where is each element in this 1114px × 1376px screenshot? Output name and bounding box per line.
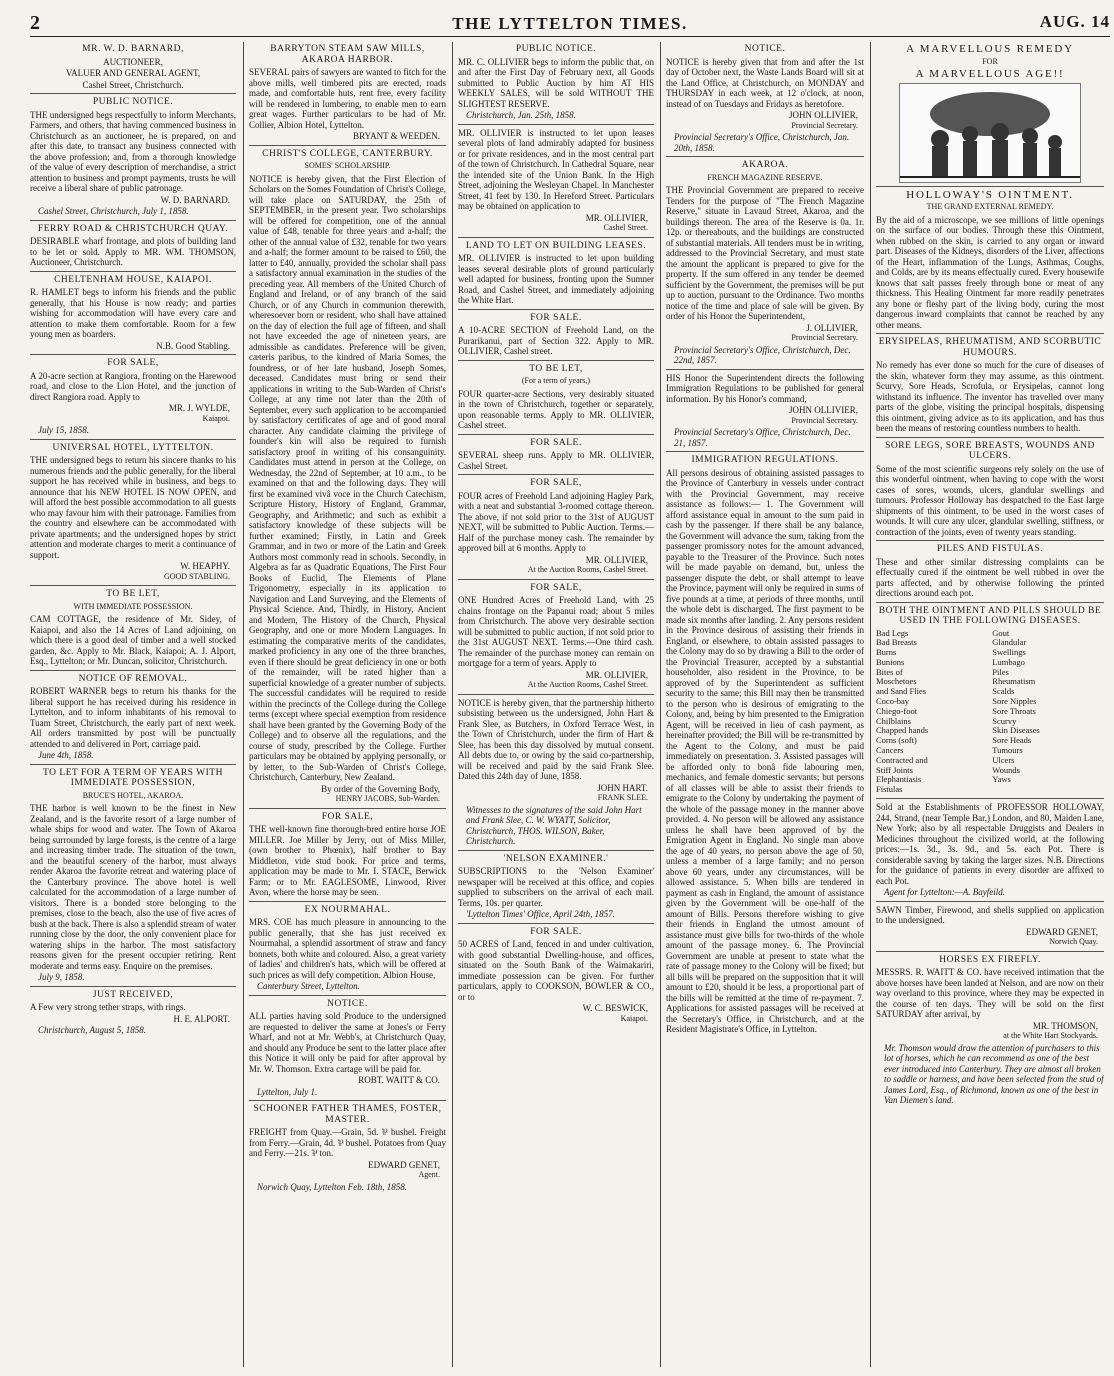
ad-separator <box>458 434 654 435</box>
ad-dateline: Christchurch, Jan. 25th, 1858. <box>466 110 576 120</box>
ad-heading: SORE LEGS, SORE BREASTS, WOUNDS AND ULCERS. <box>885 440 1095 461</box>
ad-signature: MR. OLLIVIER, <box>585 212 648 223</box>
disease-item: Elephantiasis <box>876 774 922 785</box>
disease-item: Corns (soft) <box>876 735 917 746</box>
ad-heading: HORSES EX FIREFLY. <box>939 954 1041 965</box>
ad-separator <box>30 670 236 671</box>
ad-separator <box>458 850 654 851</box>
advertisement <box>666 160 864 366</box>
ad-separator <box>876 798 1104 799</box>
advertisement <box>249 999 446 1098</box>
ad-heading: HOLLOWAY'S OINTMENT. <box>906 188 1074 201</box>
ad-signature: W. HEAPHY. <box>180 561 230 571</box>
advertisement <box>876 190 1104 331</box>
ad-body-text: A Few very strong tether straps, with rings. <box>30 1002 186 1012</box>
ad-signature-line: HENRY JACOBS, Sub-Warden. <box>335 794 440 803</box>
ad-signature-line: Agent. <box>418 1170 440 1179</box>
advertisement <box>458 128 654 234</box>
disease-item: Sore Nipples <box>992 696 1037 707</box>
ad-dateline: Agent for Lyttelton:—A. Bayfeild. <box>884 887 1005 898</box>
ad-separator <box>30 764 236 765</box>
ad-body-text: 50 ACRES of Land, fenced in and under cultivation, with good substantial Dwelling-house, and offices, situated on the South Bank of the Waimakariri, immediate possession can be given. For further particulars, apply to COOKSON, BOWLER & CO., or to <box>458 939 654 1002</box>
ad-heading: FOR SALE, <box>530 582 582 593</box>
ad-separator <box>249 995 446 996</box>
ad-signature-line: Kaiapoi. <box>620 1013 648 1023</box>
ad-separator <box>30 271 236 272</box>
ad-signature: W. D. BARNARD. <box>160 194 230 205</box>
ad-signature-line: at the White Hart Stockyards. <box>1003 1031 1098 1041</box>
ad-dateline: Provincial Secretary's Office, Christchurch, Dec. 22nd, 1857. <box>674 344 851 365</box>
advertisement <box>666 455 864 1035</box>
advertisement <box>458 478 654 576</box>
ad-body-text: FOUR acres of Freehold Land adjoining Hagley Park, with a neat and substantial 3-roomed cottage thereon. The above, if not sold prior to the 31st of AUGUST NEXT, will be submitted to Public Auction. Terms.—Half of the purchase money cash. The remainder by approved bill at 6 months. Apply to <box>458 490 654 553</box>
ad-signature: W. C. BESWICK, <box>582 1003 648 1013</box>
ad-signature-line: At the Auction Rooms, Cashel Street. <box>527 565 648 574</box>
ad-heading: BARRYTON STEAM SAW MILLS, AKAROA HARBOR. <box>270 44 425 65</box>
disease-item: Tumours <box>992 745 1023 756</box>
ad-body-text: SEVERAL pairs of sawyers are wanted to fitch for the above mills, well timbered pits are erected, roads made, and comfortable huts, rent free, every facility will be rendered in lumbering, to enable men to earn great wages. Further particulars to be had of Mr. Collier, Albion Hotel, Lyttelton. <box>249 67 446 130</box>
ad-separator <box>458 474 654 475</box>
disease-item: Chilblains <box>876 715 911 726</box>
ad-body-text: THE well-known fine thorough-bred entire horse JOE MILLER. Joe Miller by Jerry, out of Miss Miller, (own brother to Phœnix), half brother to Bay Middleton, vide stud book. For price and terms, application may be made to Mr. I. STACE, Berwick Farm; or to Mr. EAGLESOME, Linwood, River Avon, where the horse may be seen. <box>249 824 446 897</box>
ad-body-text: MR. C. OLLIVIER begs to inform the public that, on and after the First Day of February next, all Goods submitted to Public Auction by him AT HIS WEEKLY SALES, will be sold WITHOUT THE SLIGHTEST RESERVE. <box>458 56 654 109</box>
ad-signature: EDWARD GENET, <box>1026 926 1098 937</box>
ad-separator <box>30 585 236 586</box>
advertisement <box>876 544 1104 599</box>
ad-signature: MR. THOMSON, <box>1032 1020 1098 1031</box>
ad-body-text: All persons desirous of obtaining assisted passages to the Province of Canterbury in vessels under contract with the Provincial Government, may receive assistance as follows:— 1. The Government will afford assistance equal in amount to the sum paid in cash by the passenger. If there shall be any balance, the Government will advance the sum, taking from the passenger promissory notes for the amount advanced, payable to the Treasurer of the Province. Such notes will be made payable on demand, but, unless the passenger dispute the debt, or shall attempt to leave the Province, payment will only be required in sums of five pounds at a time, at periods of three months, until the whole debt is discharged. The first payment to be made six months after landing. 2. Any persons resident in the Province desirous of assisting their friends in England, or elsewhere, to obtain assisted passages to the Colony may do so by drawing a Bill to the order of the Provincial Treasurer, accepted by a substantial householder, also resident in the Province, to be approved of by the Superintendent as sufficient security to the same; this Bill may then be transmitted to the person who is desirous of emigrating to the Colony, and, being by him presented to the Emigration Agent, will be received in lieu of cash payment, as hereinafter provided; the Bill will be re-transmitted by the Agent to the Colony, and must be paid immediately on presentation. 3. Assisted passages will be afforded only to bonâ fide labouring men, mechanics, and female domestic servants; but persons of all classes will be able to assist their friends to emigrate to the Colony by undertaking the payment of the whole of the passage money in the manner above provided. 4. No person will be allowed any assistance unless he shall have been approved of by the Emigration Agent in England. No single man above the age of 40 years, no person above the age of 50, unless a member of a large family; and no person above 60 years, under any circumstances, will be allowed assistance. 5. When bills are tendered in payment as cash in England, the amount of assistance given by the Government will be one-half of the amount of Bills. Persons therefore wishing to give their friends in England the utmost amount of assistance must give bills for two-thirds of the whole amount of the passage money. 6. The Provincial Government are unable at present to state what the rate of passage money to the Colony will be fixed; but all bills will be prepared on the supposition that it will amount to £20, should it be less, a proportional part of the bills will be remitted at the time of re-payment. 7. Applications for assisted passages will be received at the Secretary's Office, in Christchurch, and at the Resident Magistrate's Office, in Lyttelton. <box>666 467 864 1034</box>
disease-item: Bites of Moschetoes and Sand Flies <box>876 666 927 697</box>
ad-signature: JOHN HART. <box>597 782 648 793</box>
ad-separator <box>30 93 236 94</box>
ad-signature-line: GOOD STABLING. <box>163 571 230 581</box>
ad-body-text: SUBSCRIPTIONS to the 'Nelson Examiner' newspaper will be received at this office, and copies supplied to subscribers on the arrival of each mail. Terms, 10s. per quarter. <box>458 866 654 908</box>
ad-signature: MR. OLLIVIER, <box>585 669 648 680</box>
advertisement <box>876 337 1104 434</box>
ad-heading: FOR SALE, <box>321 811 374 822</box>
ad-separator <box>458 923 654 924</box>
ad-separator <box>249 145 446 146</box>
ad-heading: UNIVERSAL HOTEL, LYTTELTON. <box>52 442 214 453</box>
ad-body-text: MR. OLLIVIER is instructed to let upon building leases several desirable plots of ground particularly well adapted for business, fronting upon the Sumner Road, and Cashel Street, and immediately adjoining the White Hart. <box>458 253 654 305</box>
column-3 <box>458 42 654 1370</box>
ad-signature: MR. OLLIVIER, <box>585 554 648 565</box>
column-2 <box>249 42 446 1370</box>
ad-heading: NOTICE. <box>744 44 786 54</box>
ad-heading: PILES AND FISTULAS. <box>936 544 1044 554</box>
ad-body-text: These and other similar distressing complaints can be effectually cured if the ointment be well rubbed in over the parts affected, and by otherwise following the printed directions around each pot. <box>876 556 1104 598</box>
ad-dateline: Norwich Quay, Lyttelton Feb. 18th, 1858. <box>257 1181 407 1192</box>
ad-separator <box>876 901 1104 902</box>
disease-item: Piles <box>992 666 1009 677</box>
ad-separator <box>876 333 1104 334</box>
ad-heading: TO BE LET, <box>106 589 160 599</box>
advertisement <box>458 698 654 847</box>
advertisement <box>249 149 446 805</box>
ad-body-text: THE undersigned begs respectfully to inform Merchants, Farmers, and others, that having commenced business in Christchurch as an auctioneer, he is prepared, on and after this date, to transact any business connected with the above profession; and, from a thorough knowledge of the value of every description of merchandise, a strict attention to business and prompt payments, trusts he will receive a liberal share of public patronage. <box>30 109 236 193</box>
ad-heading: TO LET FOR A TERM OF YEARS WITH IMMEDIATE POSSESSION, <box>43 767 223 788</box>
disease-item: Sore Throats <box>992 705 1036 716</box>
ad-body-text: THE undersigned begs to return his sincere thanks to his numerous friends and the public generally, for the liberal support he has received while in business, and begs to announce that his NEW HOTEL IS NOW OPEN, and will afford the best possible accommodation to all guests who may favour him with their patronage. Families from the country and elsewhere can be accommodated with private apartments; and the undersigned hopes by strict attention and moderate charges to merit a continuance of support. <box>30 455 236 560</box>
ad-heading: 'NELSON EXAMINER.' <box>503 853 609 864</box>
ad-heading: PUBLIC NOTICE. <box>92 97 174 107</box>
advertisement <box>30 589 236 667</box>
ad-dateline: Lyttelton, July 1. <box>257 1086 318 1097</box>
advertisement <box>458 44 654 121</box>
ad-dateline: Mr. Thomson would draw the attention of purchasers to this lot of horses, which he can recommend as one of the best ever introduced into Canterbury. They are almost all broken to saddle or harness, and have been selected from the stud of James Lord, Esq., of Richmond, known as one of the best in Van Diemen's land. <box>884 1042 1104 1106</box>
ad-body-text: MRS. COE has much pleasure in announcing to the public generally, that she has just received ex Nourmahal, a splendid assortment of straw and fancy bonnets, both white and coloured. Also, a great variety of ladies' and children's hats, which will be offered at such prices as will defy competition. Albion House, <box>249 917 446 980</box>
disease-item: Rheumatism <box>992 676 1036 687</box>
advertisement <box>30 97 236 217</box>
ad-dateline: Canterbury Street, Lyttelton. <box>257 981 360 991</box>
advertisement <box>30 443 236 583</box>
ad-heading: AKAROA. <box>741 160 789 170</box>
ad-signature: By order of the Governing Body, <box>321 783 440 794</box>
column-rule <box>452 42 453 1367</box>
ad-body-text: By the aid of a microscope, we see millions of little openings on the surface of our bodies. Through these this Ointment, when rubbed on the skin, is carried to any organ or inward part. Diseases of the Kidneys, disorders of the Liver, affections of the Heart, inflammation of the Lungs, Asthmas, Coughs, and Colds, are by its means effectually cured. Every housewife knows that salt passes freely through bone or meat of any thickness. This Healing Ointment far more readily penetrates any bone or fleshy part of the living body, curing the most dangerous inward complaints that cannot be reached by any other means. <box>876 214 1104 330</box>
ad-separator <box>249 808 446 809</box>
ad-signature-line: Provincial Secretary. <box>791 120 858 130</box>
ad-signature-line: Provincial Secretary. <box>791 415 858 425</box>
ad-separator <box>666 156 864 157</box>
ad-heading: JUST RECEIVED, <box>92 989 174 1000</box>
disease-item: Fistulas <box>876 784 903 795</box>
ad-body-text: No remedy has ever done so much for the cure of diseases of the skin, whatever form they may assume, as this ointment. Scurvy, Sore Heads, Scrofula, or Erysipelas, cannot long withstand its influence. The inventor has travelled over many parts of the globe, visiting the principal hospitals, dispensing this ointment, giving advice as to its application, and has thus been the means of restoring countless numbers to health. <box>876 360 1104 433</box>
ad-heading: NOTICE. <box>327 998 368 1009</box>
disease-item: Contracted and Stiff Joints <box>876 754 928 775</box>
ad-body-text: Sold at the Establishments of PROFESSOR HOLLOWAY, 244, Strand, (near Temple Bar,) London, and 80, Maiden Lane, New York; also by all respectable Druggists and Dealers in Medicines throughout the civilized world, at the following prices:—1s. 3d., 3s. 9d., and 5s. each Pot. There is considerable saving by taking the larger sizes. N.B. Directions for the guidance of patients in every disorder are affixed to each Pot. <box>876 802 1104 886</box>
ad-heading: FOR SALE, <box>107 358 159 368</box>
disease-item: Coco-bay <box>876 696 910 707</box>
column-1 <box>30 42 236 1370</box>
ad-heading: EX NOURMAHAL. <box>304 904 391 915</box>
ad-signature-line: FRANK SLEE. <box>597 793 648 802</box>
ad-dateline: 'Lyttelton Times' Office, April 24th, 1857. <box>466 909 615 919</box>
ad-signature: MR. J. WYLDE, <box>168 403 230 413</box>
advertisement <box>458 927 654 1025</box>
masthead <box>30 10 1110 37</box>
ad-signature-line: Cashel Street. <box>603 223 648 232</box>
ad-body-text: FREIGHT from Quay.—Grain, 5d. ⅌ bushel. Freight from Ferry.—Grain, 4d. ⅌ bushel. Potatoes from Quay and Ferry.—21s. ⅌ ton. <box>249 1127 446 1158</box>
ad-body-text: R. HAMLET begs to inform his friends and the public generally, that his House is now ready; and parties wishing for accommodation will have every care and attention to make them comfortable. Room for a few young men as boarders. <box>30 287 236 339</box>
illustration-figures <box>900 84 1080 182</box>
ad-signature: JOHN OLLIVIER, <box>789 110 858 120</box>
ad-heading: FOR SALE, <box>530 478 582 488</box>
ad-heading: IMMIGRATION REGULATIONS. <box>691 455 839 465</box>
disease-item: Bad Breasts <box>876 637 917 648</box>
ad-separator <box>876 437 1104 438</box>
advertisement <box>30 768 236 983</box>
column-5 <box>876 42 1104 1370</box>
advertisement <box>876 905 1104 948</box>
disease-item: Yaws <box>992 774 1011 785</box>
ad-body-text: ALL parties having sold Produce to the undersigned are requested to deliver the same at Jones's or Ferry Wharf, and not at Mr. Webb's, at Christchurch Quay, and should any Produce be sent to the latter place after this Notice it will only be paid for after approval by Mr. W. Thomson. Extra cartage will be paid for. <box>249 1011 446 1074</box>
ad-subheading: WITH IMMEDIATE POSSESSION. <box>73 601 193 611</box>
ad-heading: CHRIST'S COLLEGE, CANTERBURY. <box>262 148 433 159</box>
ad-separator <box>249 1100 446 1101</box>
ad-subheading: (For a term of years,) <box>521 376 591 385</box>
advertisement <box>458 854 654 920</box>
ad-separator <box>876 186 1104 187</box>
ad-separator <box>30 439 236 440</box>
ad-body-text: THE Provincial Government are prepared to receive Tenders for the purpose of "The French Magazine Reserve," situate in Lavaud Street, Akaroa, and the buildings thereon. The area of the Reserve is 0a. 1r. 12p. or thereabouts, and the buildings are constructed of substantial materials. All tenders must be in writing, addressed to the Provincial Secretary, and must state the amount the applicant is prepared to give for the property. If the sum offered in any tender be deemed sufficient by the Government, the premises will be put up to auction, pursuant to the Ordinance. Two months notice of the time and place of sale will be given. By order of his Honor the Superintendent, <box>666 185 864 321</box>
ad-body-text: THE harbor is well known to be the finest in New Zealand, and is the favorite resort of a large number of whale ships for wood and water. The Town of Akaroa being surrounded by large forests, is the centre of a large and increasing timber trade. The situation of the town, and the beautiful scenery of the harbor, must always render Akaroa the favorite retreat and watering place of the Canterbury province. The above hotel is well calculated for the accommodation of a large number of visitors. There is a bonded store belonging to the premises, close to the beach, also the use of five acres of bush at the back. There is also a splendid stream of water running close by the door, the only convenient place for watering ships in the harbor. The most satisfactory reasons given for the present occupier retiring. Rent moderate and terms easy. Enquire on the premises. <box>30 803 236 971</box>
disease-list <box>876 629 1104 796</box>
ad-subheading: SOMES' SCHOLARSHIP. <box>304 161 391 170</box>
advertisement <box>666 373 864 449</box>
advertisement <box>458 241 654 306</box>
ad-heading: A MARVELLOUS REMEDY <box>906 43 1074 55</box>
disease-item: Bunions <box>876 656 905 667</box>
ad-heading: TO BE LET, <box>529 363 583 374</box>
ad-signature-line: At the Auction Rooms, Cashel Street. <box>527 680 648 689</box>
advertisement <box>458 313 654 357</box>
page-number: 2 <box>30 12 40 34</box>
ad-separator <box>458 309 654 310</box>
advertisement <box>458 583 654 691</box>
ad-dateline: Provincial Secretary's Office, Christchurch, Jan. 20th, 1858. <box>674 132 850 153</box>
advertisement <box>876 802 1104 898</box>
advertisement <box>30 674 236 761</box>
ad-subheading: FRENCH MAGAZINE RESERVE. <box>707 172 823 182</box>
ad-heading: FOR SALE. <box>530 437 582 448</box>
column-rule <box>870 42 871 1367</box>
ad-subheading: FOR <box>982 56 998 66</box>
ad-heading: CHELTENHAM HOUSE, KAIAPOI. <box>54 274 212 285</box>
ad-body-text: MESSRS. R. WAITT & CO. have received intimation that the above horses have been landed at Nelson, and are now on their way overland to this province, where they may be expected in the course of ten days. They will be sold on the first SATURDAY after arrival, by <box>876 967 1104 1020</box>
ad-dateline: Christchurch, August 5, 1858. <box>38 1025 147 1035</box>
advertisement <box>249 44 446 142</box>
disease-item: Glandular Swellings <box>992 637 1027 658</box>
ad-heading: NOTICE OF REMOVAL. <box>78 673 188 684</box>
disease-item: Bad Legs <box>876 627 909 638</box>
ad-heading: SCHOONER FATHER THAMES, FOSTER, MASTER. <box>253 1104 442 1125</box>
ad-separator <box>666 369 864 370</box>
ad-separator <box>876 602 1104 603</box>
ad-body-text: ROBERT WARNER begs to return his thanks for the liberal support he has received during his residence in Lyttelton, and to inform inhabitants of his removal to Tuam Street, Christchurch, the early part of next week. All orders transmitted by post will be punctually attended to and delivered in Port, carriage paid. <box>30 686 236 749</box>
ad-separator <box>458 237 654 238</box>
disease-item: Skin Diseases <box>992 725 1040 736</box>
ad-body-text: Some of the most scientific surgeons rely solely on the use of this wonderful ointment, when having to cope with the worst cases of sores, wounds, ulcers, glandular swellings and tumours. Professor Holloway has despatched to the East large shipments of this ointment, to be used in the worst cases of wounds. It will cure any ulcer, glandular swelling, stiffness, or contraction of the joints, even of twenty years standing. <box>876 463 1104 537</box>
ad-dateline: Provincial Secretary's Office, Christchurch, Dec. 21, 1857. <box>674 427 851 448</box>
column-rule <box>243 42 244 1367</box>
ad-body-text: A 20-acre section at Rangiora, fronting on the Harewood road, and close to the Lion Hotel, and the junction of direct Rangiora road. Apply to <box>30 370 236 402</box>
ad-heading: MR. W. D. BARNARD, <box>82 44 184 54</box>
disease-item: Burns <box>876 647 897 658</box>
advertisement <box>249 905 446 992</box>
disease-item: Wounds <box>992 764 1020 775</box>
ad-heading: FOR SALE. <box>530 312 582 323</box>
disease-item: Scurvy <box>992 715 1017 726</box>
issue-date: AUG. 14 <box>1039 12 1110 31</box>
advertisement <box>249 1104 446 1192</box>
ad-line: AUCTIONEER, <box>103 56 163 67</box>
newspaper-title: THE LYTTELTON TIMES. <box>452 14 688 33</box>
ad-line: VALUER AND GENERAL AGENT, <box>65 68 201 78</box>
disease-item: Chiego-foot <box>876 705 918 716</box>
ad-body-text: NOTICE is hereby given that from and after the 1st day of October next, the Waste Lands Board will sit at the Land Office, at Christchurch, on MONDAY and THURSDAY in each week, at 12 o'clock, at noon, instead of on Tuesdays and Fridays as heretofore. <box>666 56 864 109</box>
ad-separator <box>458 694 654 695</box>
ad-dateline: July 9, 1858. <box>38 972 85 982</box>
ad-dateline: Witnesses to the signatures of the said John Hart and Frank Slee, C. W. WYATT, Solicitor, Christchurch, THOS. WILSON, Baker, Christchurch. <box>466 804 642 846</box>
ad-separator <box>876 540 1104 541</box>
ad-signature-line: Provincial Secretary. <box>791 333 858 342</box>
ad-body-text: FOUR quarter-acre Sections, very desirably situated in the town of Christchurch, together or separately, upon reasonable terms. Apply to MR. OLLIVIER, Cashel street. <box>458 388 654 430</box>
ad-body-text: HIS Honor the Superintendent directs the following Immigration Regulations to be published for general information. By his Honor's command, <box>666 372 864 404</box>
advertisement <box>876 955 1104 1106</box>
ad-separator <box>458 579 654 580</box>
ad-heading: LAND TO LET ON BUILDING LEASES. <box>465 240 647 251</box>
ad-signature: H. E. ALPORT. <box>173 1013 230 1024</box>
ad-separator <box>458 360 654 361</box>
column-rule <box>660 42 661 1367</box>
ad-separator <box>876 951 1104 952</box>
ad-separator <box>30 220 236 221</box>
disease-item: Scalds <box>992 686 1015 697</box>
advertisement <box>30 224 236 268</box>
ad-separator <box>249 901 446 902</box>
ad-body-text: SEVERAL sheep runs. Apply to MR. OLLIVIER, Cashel Street. <box>458 450 654 471</box>
disease-item: Chapped hands <box>876 725 929 736</box>
advertisement <box>30 275 236 352</box>
disease-item: Sore Heads <box>992 735 1032 746</box>
ad-separator <box>458 124 654 125</box>
disease-list-left <box>876 629 988 796</box>
disease-item: Ulcers <box>992 754 1015 765</box>
ad-heading: FOR SALE. <box>530 926 582 937</box>
ad-heading: PUBLIC NOTICE. <box>515 44 597 54</box>
advertisement <box>30 44 236 90</box>
ad-dateline: June 4th, 1858. <box>38 750 94 760</box>
advertisement <box>30 990 236 1036</box>
ad-signature-line: Norwich Quay. <box>1049 937 1098 947</box>
ad-body-text: SAWN Timber, Firewood, and shells supplied on application to the undersigned. <box>876 904 1104 926</box>
disease-item: Lumbago <box>992 656 1025 667</box>
ad-signature: BRYANT & WEEDEN. <box>353 131 440 141</box>
disease-item: Cancers <box>876 745 904 756</box>
advertisement <box>876 606 1104 796</box>
ad-body-text: MR. OLLIVIER is instructed to let upon leases several plots of land admirably adapted for business or for private residences, and in the most central part of the town of Christchurch. In Cathedral Square, near the intended site of the Union Bank. In the High Street, adjoining the Wesleyan Chapel. In Manchester Street, 41 feet by 130. In Hereford Street. Particulars may be obtained on application to <box>458 127 654 211</box>
ad-heading: A MARVELLOUS AGE!! <box>915 68 1065 80</box>
ad-subheading: BRUCE'S HOTEL, AKAROA. <box>82 790 184 800</box>
ad-separator <box>30 354 236 355</box>
ad-signature: JOHN OLLIVIER, <box>789 405 858 415</box>
ad-dateline: Cashel Street, Christchurch, July 1, 1858. <box>38 206 189 216</box>
ad-body-text: CAM COTTAGE, the residence of Mr. Sidey, of Kaiapoi, and also the 14 Acres of Land adjoining, on which there is a good deal of timber and a well stocked garden, &c. Apply to Mr. Black, Kaiapoi; A. J. Alport, Esq., Lyttelton; or Mr. Duncan, solicitor, Christchurch. <box>30 614 236 666</box>
ad-body-text: ONE Hundred Acres of Freehold Land, with 25 chains frontage on the Papanui road; about 5 miles from Christchurch. The above very desirable section will be submitted to public auction, if not sold prior to the 31st AUGUST NEXT. Terms.—One third cash. The remainder of the purchase money can remain on mortgage for a term of years. Apply to <box>458 595 654 668</box>
advertisement <box>30 358 236 436</box>
ad-signature-line: Kaiapoi. <box>202 413 230 423</box>
column-4 <box>666 42 864 1370</box>
disease-list-right <box>992 629 1104 796</box>
ad-heading: BOTH THE OINTMENT AND PILLS SHOULD BE USED IN THE FOLLOWING DISEASES. <box>878 605 1102 626</box>
advertisement <box>876 44 1104 183</box>
disease-item: Gout <box>992 627 1010 638</box>
ad-separator <box>30 986 236 987</box>
ad-subheading: THE GRAND EXTERNAL REMEDY. <box>926 202 1054 211</box>
ad-line: Cashel Street, Christchurch. <box>82 79 184 90</box>
advertisement <box>876 441 1104 538</box>
advertisement <box>249 812 446 898</box>
ad-signature: N.B. Good Stabling. <box>156 340 230 351</box>
ad-signature: J. OLLIVIER, <box>806 322 858 333</box>
advertisement <box>458 364 654 431</box>
engraving-illustration <box>899 83 1081 183</box>
advertisement <box>458 438 654 472</box>
ad-body-text: A 10-ACRE SECTION of Freehold Land, on the Purarikanui, part of Section 322. Apply to MR. OLLIVIER, Cashel street. <box>458 325 654 356</box>
ad-body-text: DESIRABLE wharf frontage, and plots of building land to be let or sold. Apply to MR. WM. THOMSON, Auctioneer, Christchurch. <box>30 236 236 267</box>
ad-body-text: NOTICE is hereby given, that the partnership hitherto subsisting between us the undersigned, John Hart & Frank Slee, as Butchers, in Oxford Terrace West, in the Town of Christchurch, under the firm of Hart & Slee, has been this day dissolved by mutual consent. All debts due to, or owing by the said co-partnership, will be received and paid by the said Frank Slee. Dated this 24th day of June, 1858. <box>458 697 654 781</box>
ad-separator <box>666 451 864 452</box>
advertisement <box>666 44 864 153</box>
ad-heading: ERYSIPELAS, RHEUMATISM, AND SCORBUTIC HUMOURS. <box>878 337 1102 358</box>
ad-signature: EDWARD GENET, <box>368 1159 440 1170</box>
ad-signature: ROBT. WAITT & CO. <box>358 1075 440 1085</box>
ad-heading: FERRY ROAD & CHRISTCHURCH QUAY. <box>37 223 229 234</box>
ad-dateline: July 15, 1858. <box>38 425 89 435</box>
ad-body-text: NOTICE is hereby given, that the First Election of Scholars on the Somes Foundation of Christ's College, will take place on SATURDAY, the 25th of SEPTEMBER, in the present year. Two scholarships will be offered for competition, one of the annual value of £48, tenable for three years and a-half; the other of the annual value of £32, tenable for two years and a-half; the former amount to be raised to £60, the latter to £40, annually, provided the scholar shall pass a satisfactory annual examination in the studies of the preceding year. All members of the United Church of England and Ireland, or of any branch of the said Church, or of any Church in communion therewith, wheresoever born or resident, who shall have attained on the day of election the full age of fifteen, and shall not have exceeded the age of nineteen years, are admissible as candidates. Preference will be given, cæteris paribus, to the kindred of Maria Somes, the foundress, or of her late husband, Joseph Somes, deceased. Candidates must bring or send their applications in writing to the Sub-Warden of Christ's College, at any time not later than the 20th of September, every such application to be accompanied by satisfactory certificates of age and of good moral character. Any candidate claiming the privilege of founder's kin will also be required to furnish satisfactory proof in writing of his consanguinity. Candidates must attend in person at the College, on Wednesday, the 22nd of September, at 10 a.m., to be examined on that and the following days. They will first be examined vivâ voce in the Church Catechism, Scripture History, History of England, Grammar, Geography, and Arithmetic; and such as exhibit a satisfactory knowledge of these subjects will be further examined; Firstly, in Latin and Greek Grammar, and in two or more of the Latin and Greek Authors most commonly read in schools. Secondly, in Algebra as far as Quadratic Equations, The First Four Books of Euclid, The Elements of Plane Trigonometry, especially in its application to Navigation and Land Surveying, and the Elements of Physical Science. And, Thirdly, in History, Ancient and Modern, The History of the Church, Physical Geography, and one or more Modern Languages. In estimating the comparative merits of the candidates, marked proficiency in any one of the three branches, even if there should be great deficiency in one or both of the remainder, will be rated higher than a superficial knowledge of a greater number of subjects. The successful candidates will be required to reside within the precincts of the College during the College terms (except where special exemption from residence shall have been granted by the Governing Body of the College) and to observe all the regulations, and the course of study, prescribed by the College. Further particulars may be obtained by applying personally, or by letter, to the Sub-Warden of Christ's College, Christchurch, Canterbury, New Zealand. <box>249 173 446 782</box>
